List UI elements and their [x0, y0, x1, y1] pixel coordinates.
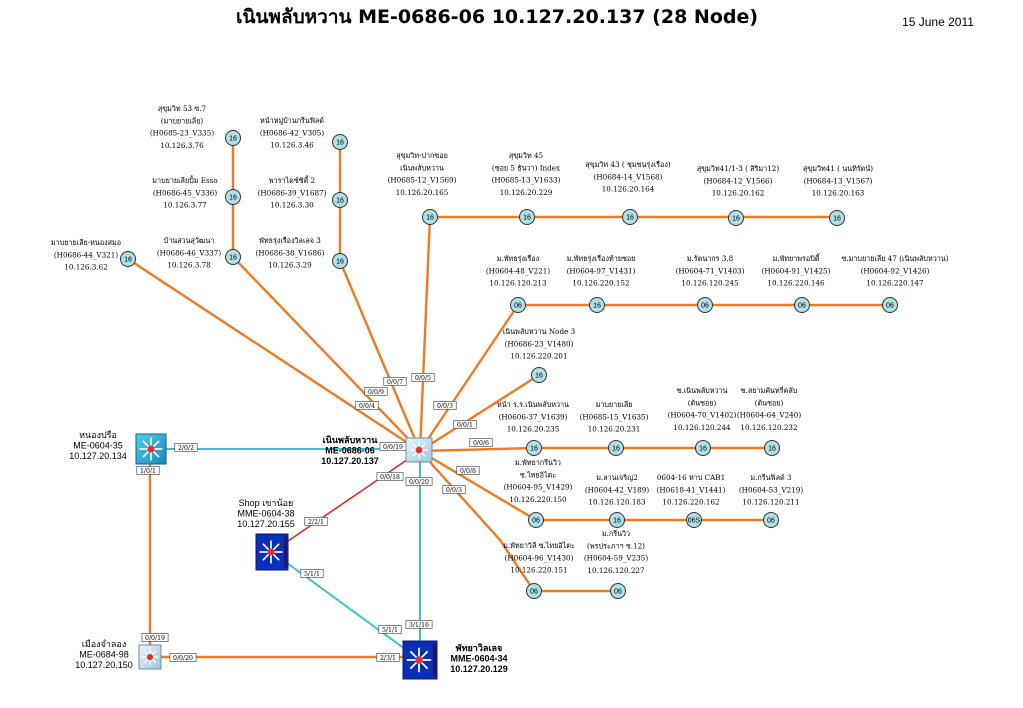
- svg-text:0/0/1: 0/0/1: [457, 421, 473, 429]
- node-label-line: 10.126.120.232: [740, 422, 798, 432]
- node-7[interactable]: [388, 151, 457, 225]
- node-label-line: (มาบยายเลีย): [160, 116, 204, 126]
- node-label-line: ม.กรีนฟิลด์ 3: [750, 473, 792, 482]
- node-label-line: 10.126.3.78: [167, 260, 211, 270]
- node-label-line: 10.126.120.245: [681, 278, 739, 288]
- node-15[interactable]: [762, 253, 831, 313]
- node-label-line: (H0685-23_V335): [149, 128, 215, 138]
- node-label-line: 10.126.3.30: [270, 200, 314, 210]
- node-label-line: (H0686-39_V1687): [257, 188, 327, 198]
- node-label-line: เนินพลับหวาน Node 3: [502, 327, 576, 336]
- port-label: [301, 569, 324, 577]
- svg-text:0/0/20: 0/0/20: [409, 478, 429, 486]
- node-label-line: สุขุมวิท 45: [508, 151, 544, 160]
- svg-text:0/0/20: 0/0/20: [173, 654, 193, 662]
- node-label-line: (H0604-53_V219): [738, 485, 804, 495]
- node-number: 06: [514, 302, 522, 310]
- node-number: 06: [767, 517, 775, 525]
- svg-text:0/0/3: 0/0/3: [437, 402, 453, 410]
- node-label-line: พาราไดซ์ซิตี้ 2: [268, 176, 316, 185]
- svg-text:0/0/7: 0/0/7: [387, 378, 403, 386]
- node-number: 16: [593, 302, 601, 310]
- node-label-line: สุขุมวิท 53 ซ.7: [157, 104, 207, 113]
- node-label-line: (H0685-12_V1569): [387, 175, 457, 185]
- node-label-line: (H0604-71_V1403): [675, 266, 745, 276]
- node-number: 16: [229, 194, 237, 202]
- node-number: 16: [336, 197, 344, 205]
- node-label-line: 10.126.120.244: [673, 422, 731, 432]
- port-label: [384, 377, 407, 385]
- node-16[interactable]: [841, 254, 948, 313]
- node-number: 16: [229, 254, 237, 262]
- node-label-line: ม.พัทยาพรอปิตี้: [772, 254, 820, 263]
- node-label-line: 10.126.220.201: [510, 351, 568, 361]
- node-label-line: พัทธรุ่งเรืองวิลเลจ 3: [259, 236, 321, 245]
- switch-label-line: 10.127.20.134: [69, 451, 127, 461]
- port-label: [379, 625, 402, 633]
- node-5[interactable]: [157, 236, 241, 270]
- node-label-line: (H0684-13_V1567): [803, 176, 873, 186]
- node-label-line: เนินพลับหวาน: [400, 163, 444, 173]
- node-number: 06: [886, 302, 894, 310]
- svg-text:0/0/8: 0/0/8: [460, 467, 476, 475]
- node-label-line: (H0604-42_V189): [584, 485, 650, 495]
- svg-text:0/0/4: 0/0/4: [359, 402, 375, 410]
- port-label: [175, 443, 198, 451]
- node-label-line: หน้า ร.ร.เนินพลับหวาน: [497, 400, 569, 409]
- node-label-line: 10.126.120.213: [489, 278, 547, 288]
- node-label-line: 10.126.20.164: [601, 184, 655, 194]
- node-label-line: 10.126.20.162: [711, 188, 765, 198]
- port-label: [457, 466, 480, 474]
- port-label: [142, 633, 168, 641]
- node-label-line: 10.126.120.183: [588, 497, 646, 507]
- node-label-line: 10.126.220.151: [510, 565, 568, 575]
- node-label-line: 10.126.20.235: [506, 424, 560, 434]
- fiber-link: [420, 448, 534, 451]
- port-label: [377, 653, 400, 661]
- node-label-line: 10.126.20.229: [499, 187, 553, 197]
- uplink: [272, 552, 420, 660]
- node-number: 16: [426, 214, 434, 222]
- port-label: [406, 477, 432, 485]
- node-13[interactable]: [567, 254, 636, 313]
- node-label-line: 10.126.20.163: [811, 188, 865, 198]
- node-label-line: สุขุมวิท 43 ( ชุมชนรุ่งเรือง): [585, 160, 671, 169]
- node-number: 06: [701, 302, 709, 310]
- node-number: 16: [530, 445, 538, 453]
- node-label-line: 10.126.120.227: [587, 565, 645, 575]
- node-number: 16: [732, 215, 740, 223]
- port-label: [443, 485, 466, 493]
- node-number: 06: [798, 302, 806, 310]
- svg-text:5/1/1: 5/1/1: [382, 626, 398, 634]
- node-label-line: (H0604-48_V221): [485, 266, 551, 276]
- port-label: [305, 517, 328, 525]
- node-number: 16: [523, 214, 531, 222]
- switch-nongprue[interactable]: [69, 430, 166, 464]
- fiber-link: [233, 257, 420, 451]
- switch-label-line: MME-0604-34: [450, 653, 508, 664]
- svg-text:2/2/1: 2/2/1: [308, 518, 324, 526]
- node-label-line: ซ.มาบยายเลีย 47 (เนินพลับหวาน): [841, 254, 949, 263]
- node-label-line: หน้าหมู่บ้านกรีนฟิลด์: [260, 116, 324, 125]
- node-20[interactable]: [668, 386, 737, 456]
- node-label-line: บ้านสวนสุวัฒนา: [163, 236, 215, 245]
- svg-text:2/3/1: 2/3/1: [380, 654, 396, 662]
- fiber-link: [128, 259, 420, 451]
- node-number: 16: [768, 445, 776, 453]
- node-number: 16: [535, 372, 543, 380]
- port-label: [434, 401, 457, 409]
- switch-center[interactable]: [321, 435, 432, 466]
- node-number: 06: [614, 588, 622, 596]
- node-label-line: สุขุมวิท41/1-3 ( สิริมา12): [696, 164, 780, 173]
- red-link: [272, 451, 420, 552]
- node-label-line: 0604-16 หาบ CAB1: [656, 473, 726, 482]
- node-label-line: (H0604-92_V1426): [860, 266, 930, 276]
- port-label: [380, 442, 406, 450]
- node-label-line: 10.126.3.77: [163, 200, 207, 210]
- node-label-line: ม.พัทยาวิลี ซ.ไทยอิไตะ: [503, 541, 575, 550]
- node-number: 16: [336, 139, 344, 147]
- fiber-link: [340, 261, 420, 451]
- node-label-line: 10.126.220.150: [509, 494, 567, 504]
- node-3[interactable]: [258, 175, 348, 210]
- node-label-line: 10.126.220.152: [572, 278, 630, 288]
- node-17[interactable]: [503, 327, 576, 383]
- node-label-line: (ซอย 5 ธันวา) Index: [491, 163, 561, 173]
- switch-label-line: 10.127.20.137: [321, 456, 379, 466]
- switches-layer: [69, 430, 508, 679]
- node-0[interactable]: [150, 104, 241, 150]
- node-label-line: (H0686-45_V336): [152, 188, 218, 198]
- node-label-line: (พรประภาฯ ซ.12): [587, 541, 645, 551]
- node-21[interactable]: [737, 386, 801, 456]
- node-number: 06: [530, 588, 538, 596]
- node-label-line: ม.พัทธรุ่งเรือง: [496, 254, 540, 263]
- node-label-line: 10.126.220.147: [866, 278, 924, 288]
- node-label-line: (H0686-38_V1686): [255, 248, 325, 258]
- svg-text:0/0/18: 0/0/18: [380, 473, 400, 481]
- switch-label-line: 10.127.20.150: [75, 660, 133, 670]
- switch-label-line: ME-0604-35: [73, 440, 123, 451]
- svg-text:0/0/19: 0/0/19: [145, 634, 165, 642]
- switch-label-line: Shop เขาน้อย: [238, 498, 294, 508]
- node-number: 16: [626, 214, 634, 222]
- node-label-line: (H0604-95_V1429): [503, 482, 573, 492]
- port-label: [356, 401, 379, 409]
- node-label-line: มาบยายเลียปั้ม Esso: [152, 176, 218, 185]
- node-2[interactable]: [152, 175, 240, 210]
- port-label: [406, 620, 432, 628]
- node-8[interactable]: [492, 151, 561, 225]
- svg-text:5/1/1: 5/1/1: [304, 570, 320, 578]
- port-label: [170, 653, 196, 661]
- switch-label-line: พัทยาวิลเลจ: [455, 643, 503, 653]
- switch-label-line: เนินพลับหวาน: [322, 435, 378, 445]
- node-label-line: (ต้นซอย): [687, 398, 717, 408]
- node-label-line: มาบยายเลีย-หนองสมอ: [50, 238, 122, 247]
- node-label-line: 10.126.220.146: [767, 278, 825, 288]
- port-labels: [137, 373, 493, 661]
- node-label-line: (H0604-59_V235): [583, 553, 649, 563]
- node-label-line: (H0686-46_V337): [156, 248, 222, 258]
- port-label: [377, 472, 403, 480]
- node-label-line: 10.126.120.211: [742, 497, 800, 507]
- nodes-layer: [51, 104, 949, 599]
- page-title: เนินพลับหวาน ME-0686-06 10.127.20.137 (28 Node): [235, 6, 759, 28]
- node-label-line: (H0606-37_V1639): [498, 412, 568, 422]
- node-label-line: สุขุมวิท-ปากซอย: [396, 151, 448, 160]
- node-number: 06: [532, 517, 540, 525]
- node-4[interactable]: [51, 238, 136, 272]
- node-number: 16: [612, 445, 620, 453]
- switch-mueang[interactable]: [75, 639, 161, 670]
- node-6[interactable]: [256, 236, 348, 270]
- node-9[interactable]: [585, 160, 671, 225]
- switch-label-line: MME-0604-38: [237, 508, 295, 519]
- port-label: [470, 438, 493, 446]
- fiber-link: [420, 217, 430, 451]
- switch-shop[interactable]: [237, 498, 295, 570]
- svg-text:0/0/6: 0/0/6: [473, 439, 489, 447]
- port-label: [454, 420, 477, 428]
- node-14[interactable]: [676, 254, 745, 313]
- svg-text:3/1/16: 3/1/16: [409, 621, 429, 629]
- node-1[interactable]: [260, 116, 348, 150]
- svg-text:2/0/2: 2/0/2: [178, 444, 194, 452]
- node-label-line: (H0604-91_V1425): [761, 266, 831, 276]
- svg-text:0/0/3: 0/0/3: [446, 486, 462, 494]
- node-label-line: (H0686-44_V321): [53, 250, 119, 260]
- node-label-line: 10.126.3.76: [160, 140, 204, 150]
- svg-text:0/0/9: 0/0/9: [368, 388, 384, 396]
- node-label-line: 10.126.220.162: [662, 497, 720, 507]
- node-label-line: (H0604-64_V240): [736, 410, 802, 420]
- node-label-line: (H0685-13_V1633): [491, 175, 561, 185]
- node-label-line: (H0685-15_V1635): [579, 412, 649, 422]
- node-label-line: 10.126.20.231: [587, 424, 641, 434]
- node-label-line: ซ.ไทยอิไตะ: [519, 470, 557, 480]
- node-number: 16: [613, 517, 621, 525]
- node-label-line: 10.126.3.46: [270, 140, 314, 150]
- switch-label-line: ME-0684-98: [79, 649, 129, 660]
- node-label-line: ม.พัทธรุ่งเรืองท้ายซอย: [566, 254, 636, 263]
- svg-text:1/0/1: 1/0/1: [140, 467, 156, 475]
- node-number: 16: [699, 445, 707, 453]
- port-label: [365, 387, 388, 395]
- node-number: 16: [336, 258, 344, 266]
- switch-pattaya[interactable]: [403, 641, 508, 679]
- node-label-line: ซ.สยามคันทรี่คลับ: [740, 386, 798, 395]
- node-label-line: (H0618-41_V1441): [656, 485, 726, 495]
- node-label-line: (H0686-42_V305): [259, 128, 325, 138]
- svg-text:0/0/5: 0/0/5: [415, 374, 431, 382]
- node-22[interactable]: [504, 458, 573, 528]
- node-label-line: (H0684-14_V1568): [593, 172, 663, 182]
- node-label-line: (H0604-96_V1430): [504, 553, 574, 563]
- node-27[interactable]: [584, 529, 648, 599]
- switch-label-line: เมืองจำลอง: [81, 639, 127, 649]
- node-label-line: 10.126.20.165: [395, 187, 449, 197]
- node-label-line: 10.126.3.29: [268, 260, 312, 270]
- date-label: 15 June 2011: [902, 15, 974, 29]
- node-number: 16: [124, 256, 132, 264]
- node-label-line: ม.รัตนากร 3,8: [686, 254, 734, 263]
- node-label-line: ซ.เนินพลับหวาน: [676, 386, 728, 395]
- node-label-line: สุขุมวิท41 ( นนทิรัตน์): [802, 164, 874, 173]
- node-label-line: (H0604-70_V1402): [667, 410, 737, 420]
- node-12[interactable]: [486, 254, 550, 313]
- node-label-line: 10.126.3.62: [64, 262, 108, 272]
- node-label-line: ม.พัทยากรีนวิว: [515, 458, 561, 467]
- switch-label-line: ME-0686-06: [325, 445, 375, 456]
- node-number: 06S: [687, 517, 701, 525]
- port-label: [412, 373, 435, 381]
- node-label-line: (H0686-23_V1480): [504, 339, 574, 349]
- node-number: 16: [833, 215, 841, 223]
- switch-label-line: หนองปรือ: [79, 430, 117, 440]
- port-label: [137, 466, 160, 474]
- node-label-line: (H0684-12_V1566): [703, 176, 773, 186]
- node-label-line: (ต้นซอย): [754, 398, 784, 408]
- switch-label-line: 10.127.20.129: [450, 664, 508, 674]
- node-label-line: ม.ลานเจริญ2: [596, 473, 638, 482]
- node-label-line: มาบยายเลีย: [595, 400, 633, 409]
- node-number: 16: [229, 135, 237, 143]
- node-label-line: (H0604-97_V1431): [566, 266, 636, 276]
- node-label-line: ม.กรีนวิว: [601, 529, 631, 538]
- switch-label-line: 10.127.20.155: [237, 519, 295, 529]
- svg-text:0/0/19: 0/0/19: [383, 443, 403, 451]
